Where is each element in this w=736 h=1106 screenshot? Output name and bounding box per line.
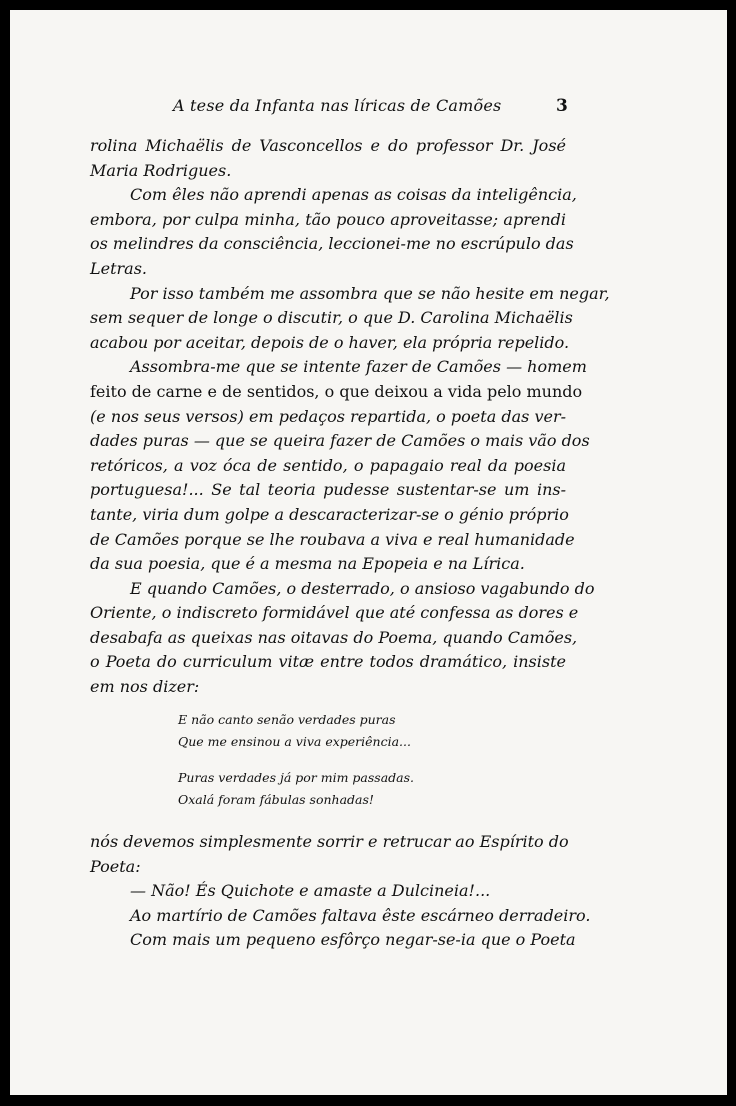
text-line: Maria Rodrigues. <box>90 160 232 180</box>
body-text <box>90 134 610 700</box>
text-line: desabafa as queixas nas oitavas do Poema, quando Camões, <box>90 627 578 647</box>
text-line: tante, viria dum golpe a descaracterizar-se o génio próprio <box>90 504 569 524</box>
text-line: portuguesa!... Se tal teoria pudesse sustentar-se um ins- <box>90 480 566 500</box>
page-number: 3 <box>556 96 568 116</box>
verse-line: E não canto senão verdades puras <box>178 712 396 727</box>
text-line: Por isso também me assombra que se não hesite em negar, <box>130 283 610 303</box>
text-line: o Poeta do curriculum vitæ entre todos dramático, insiste <box>90 652 566 672</box>
text-line: embora, por culpa minha, tão pouco aproveitasse; aprendi <box>90 209 566 229</box>
text-line: Ao martírio de Camões faltava êste escárneo derradeiro. <box>130 905 591 925</box>
text-line: retóricos, a voz óca de sentido, o papagaio real da poesia <box>90 455 566 475</box>
text-line: Com êles não aprendi apenas as coisas da inteligência, <box>130 185 577 205</box>
page-header <box>10 96 727 120</box>
text-line: dades puras — que se queira fazer de Camões o mais vão dos <box>90 431 590 451</box>
text-line: os melindres da consciência, leccionei-me no escrúpulo das <box>90 234 574 254</box>
text-line: da sua poesia, que é a mesma na Epopeia e na Lírica. <box>90 554 525 574</box>
text-line: Com mais um pequeno esfôrço negar-se-ia que o Poeta <box>130 930 576 950</box>
text-line: — Não! És Quichote e amaste a Dulcineia!... <box>130 881 491 901</box>
running-title: A tese da Infanta nas líricas de Camões <box>173 96 502 115</box>
verse-line: Puras verdades já por mim passadas. <box>178 770 414 785</box>
text-line: Assombra-me que se intente fazer de Camões — homem <box>130 357 587 377</box>
text-line: de Camões porque se lhe roubava a viva e real humanidade <box>90 529 575 549</box>
book-page <box>10 10 727 1095</box>
text-line: E quando Camões, o desterrado, o ansioso vagabundo do <box>130 578 595 598</box>
verse-line: Oxalá foram fábulas sonhadas! <box>178 792 374 807</box>
text-line: Letras. <box>90 258 148 278</box>
text-line: sem sequer de longe o discutir, o que D. Carolina Michaëlis <box>90 308 573 328</box>
text-line: acabou por aceitar, depois de o haver, ela própria repelido. <box>90 332 570 352</box>
closing-text <box>90 830 591 953</box>
text-line: rolina Michaëlis de Vasconcellos e do professor Dr. José <box>90 136 566 155</box>
text-line: (e nos seus versos) em pedaços repartida, o poeta das ver- <box>90 406 566 426</box>
text-line: nós devemos simplesmente sorrir e retrucar ao Espírito do <box>90 832 569 851</box>
text-line: Poeta: <box>90 856 141 876</box>
text-line: em nos dizer: <box>90 677 200 697</box>
verse-line: Que me ensinou a viva experiência... <box>178 734 411 749</box>
text-line: feito de carne e de sentidos, o que deixou a vida pelo mundo <box>90 381 583 401</box>
verse-quotation <box>178 709 498 811</box>
text-line: Oriente, o indiscreto formidável que até confessa as dores e <box>90 603 579 623</box>
